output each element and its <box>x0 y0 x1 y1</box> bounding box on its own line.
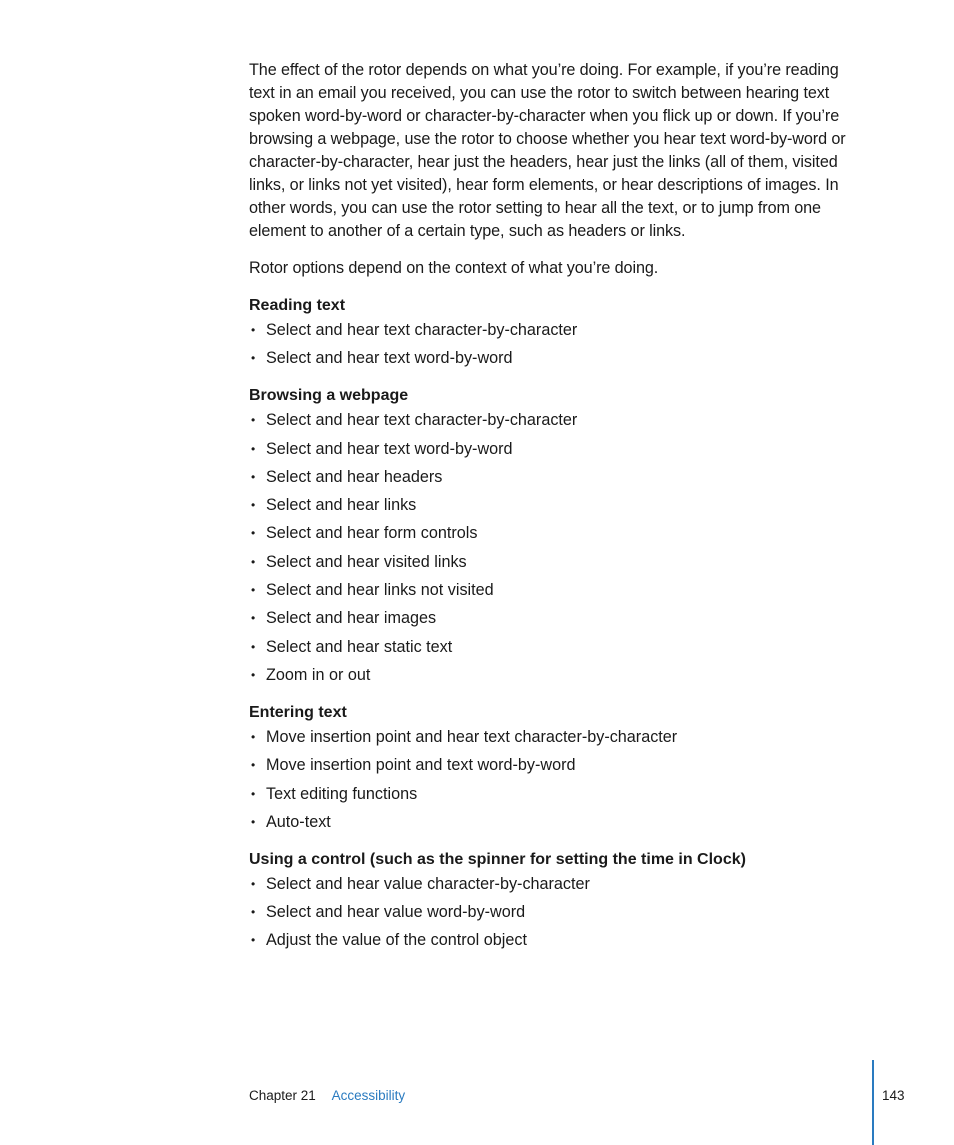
list-item: • Select and hear value word-by-word <box>249 901 865 924</box>
list-item: • Select and hear text character-by-character <box>249 409 865 432</box>
bullet-icon: • <box>251 351 256 366</box>
list-item: • Text editing functions <box>249 783 865 806</box>
bullet-icon: • <box>251 554 256 569</box>
bullet-icon: • <box>251 469 256 484</box>
list-item: • Select and hear text word-by-word <box>249 347 865 370</box>
section-browsing-webpage <box>249 384 865 687</box>
bullet-icon: • <box>251 933 256 948</box>
bullet-list <box>249 726 865 834</box>
section-reading-text <box>249 294 865 370</box>
list-item: • Select and hear links not visited <box>249 579 865 602</box>
bullet-icon: • <box>251 729 256 744</box>
list-item: • Select and hear value character-by-character <box>249 873 865 896</box>
list-item: • Auto-text <box>249 811 865 834</box>
list-item: • Move insertion point and text word-by-word <box>249 754 865 777</box>
list-item: • Adjust the value of the control object <box>249 929 865 952</box>
bullet-icon: • <box>251 526 256 541</box>
intro-paragraph: The effect of the rotor depends on what you’re doing. For example, if you’re reading text in an email you received, you can use the rotor to switch between hearing text spoken word-by-word or character-by-character when you flick up or down. If you’re browsing a webpage, use the rotor to choose whether you hear text word-by-word or character-by-character, hear just the headers, hear just the links (all of them, visited links, or links not yet visited), hear form elements, or hear descriptions of images. In other words, you can use the rotor setting to hear all the text, or to jump from one element to another of a certain type, such as headers or links. <box>249 61 846 240</box>
bullet-icon: • <box>251 667 256 682</box>
page-content <box>249 59 865 958</box>
bullet-icon: • <box>251 639 256 654</box>
bullet-icon: • <box>251 611 256 626</box>
footer-divider <box>872 1060 874 1145</box>
section-heading: Reading text <box>249 297 346 314</box>
list-item: • Select and hear images <box>249 607 865 630</box>
section-entering-text <box>249 701 865 834</box>
bullet-icon: • <box>251 876 256 891</box>
list-item: • Select and hear links <box>249 494 865 517</box>
bullet-list <box>249 873 865 953</box>
list-item: • Zoom in or out <box>249 664 865 687</box>
section-heading: Browsing a webpage <box>249 387 409 405</box>
bullet-icon: • <box>251 583 256 598</box>
footer-section-link[interactable]: Accessibility <box>331 1088 406 1103</box>
bullet-icon: • <box>251 323 256 337</box>
list-item: • Move insertion point and hear text character-by-character <box>249 726 865 749</box>
footer-chapter: Chapter 21 <box>249 1088 316 1103</box>
bullet-icon: • <box>251 758 256 773</box>
bullet-icon: • <box>251 498 256 513</box>
list-item: • Select and hear text word-by-word <box>249 438 865 461</box>
list-item: • Select and hear headers <box>249 466 865 489</box>
section-heading: Using a control (such as the spinner for setting the time in Clock) <box>249 850 746 868</box>
page-number: 143 <box>882 1088 905 1103</box>
bullet-icon: • <box>251 786 256 801</box>
bullet-icon: • <box>251 441 256 456</box>
section-heading: Entering text <box>249 703 347 721</box>
list-item: • Select and hear static text <box>249 636 865 659</box>
section-using-control <box>249 848 865 953</box>
bullet-list <box>249 319 865 370</box>
bullet-list <box>249 409 865 687</box>
bullet-icon: • <box>251 905 256 920</box>
list-item: • Select and hear visited links <box>249 551 865 574</box>
list-item: • Select and hear form controls <box>249 522 865 545</box>
bullet-icon: • <box>251 814 256 829</box>
rotor-options-paragraph: Rotor options depend on the context of what you’re doing. <box>249 259 659 277</box>
page-footer <box>249 1087 405 1105</box>
bullet-icon: • <box>251 413 256 428</box>
list-item: • Select and hear text character-by-character <box>249 319 865 342</box>
